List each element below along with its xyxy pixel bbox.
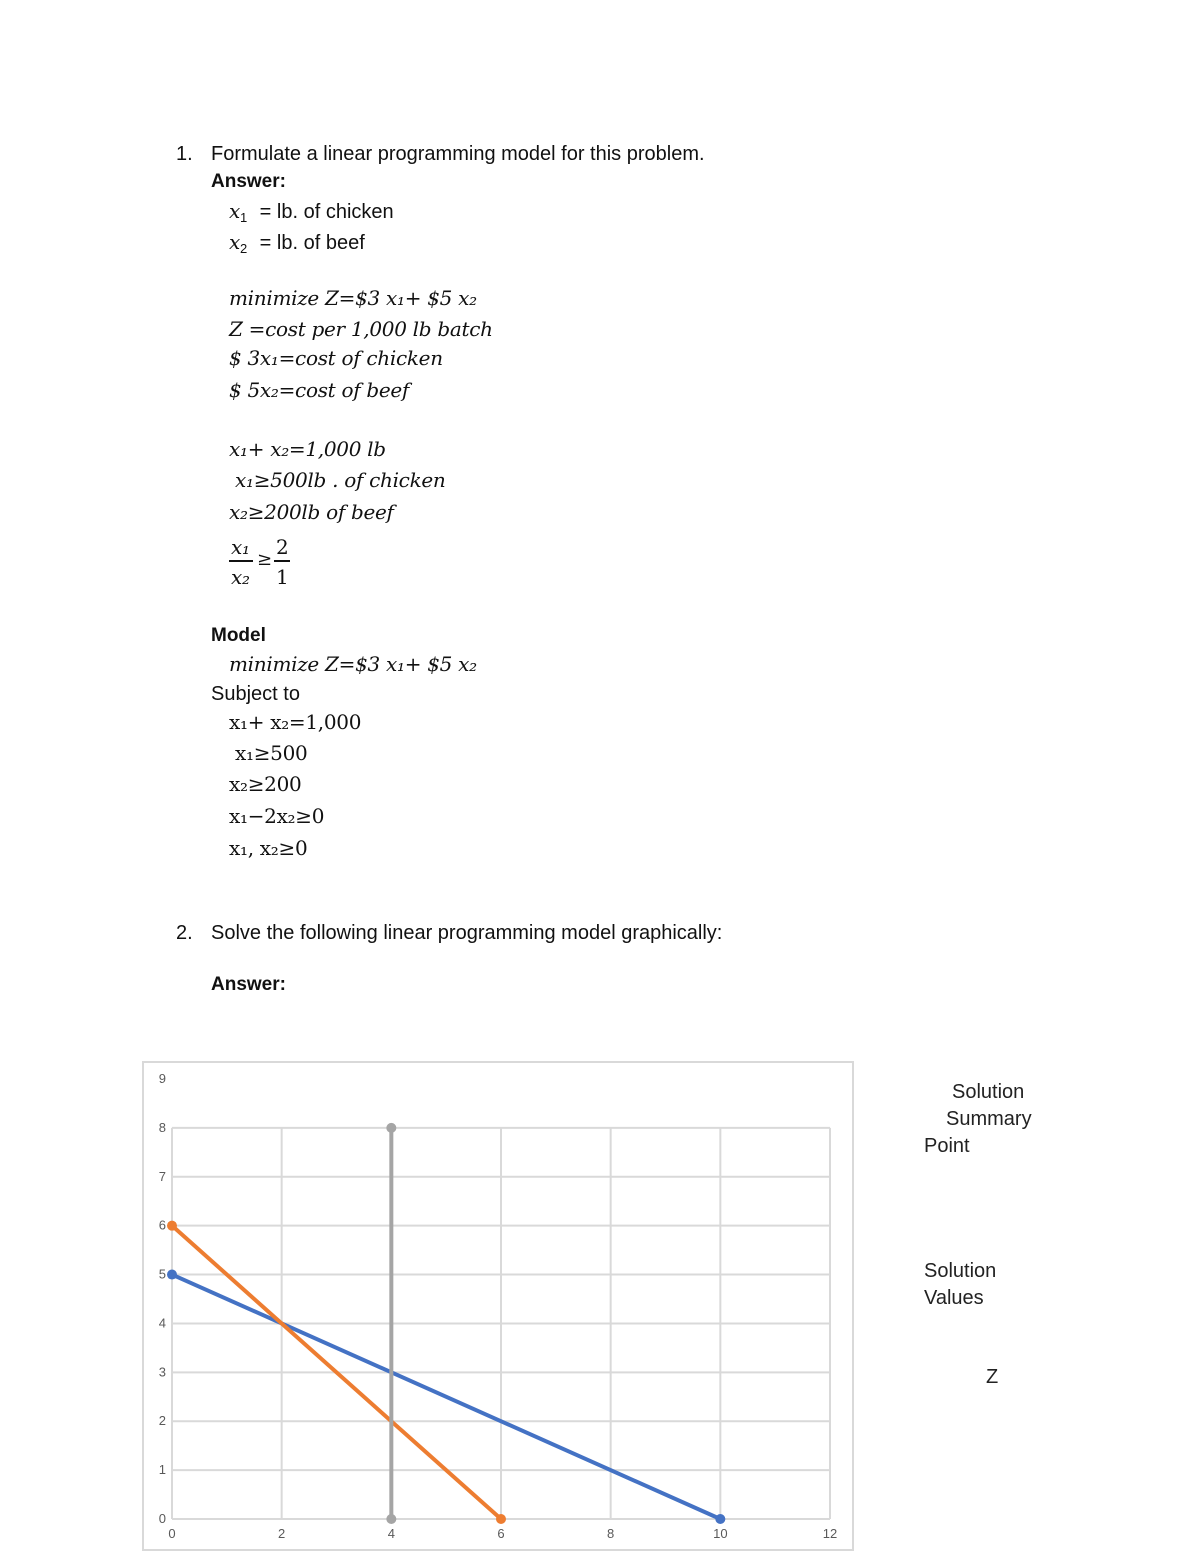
y-tick-label: 8 xyxy=(158,1119,166,1135)
y-tick-label: 7 xyxy=(158,1168,166,1184)
x-tick-label: 8 xyxy=(607,1526,615,1541)
model-label: Model xyxy=(211,625,266,646)
orange-line-point xyxy=(496,1514,506,1524)
def-x2-var: x xyxy=(229,230,240,254)
model-constraint: x₁, x₂≥0 xyxy=(229,836,308,860)
q1-text: Formulate a linear programming model for this problem. xyxy=(211,143,705,165)
ratio-num-left: x₁ xyxy=(231,535,250,559)
x-tick-label: 6 xyxy=(497,1526,505,1541)
x-tick-label: 10 xyxy=(713,1526,728,1541)
model-constraint: x₁+ x₂=1,000 xyxy=(229,710,362,734)
chicken-constraint-line: x₁≥500lb . of chicken xyxy=(235,468,446,492)
blue-line-point xyxy=(167,1270,177,1280)
y-tick-label: 2 xyxy=(158,1413,166,1429)
def-x2 xyxy=(229,230,365,256)
y-tick-label: 9 xyxy=(158,1071,166,1086)
solution-values-line1: Solution xyxy=(924,1260,997,1282)
model-constraint: x₂≥200 xyxy=(229,772,302,796)
objective-line: minimize Z=$3 x₁+ $5 x₂ xyxy=(229,286,477,310)
y-tick-label: 5 xyxy=(158,1266,166,1282)
x-tick-label: 12 xyxy=(822,1526,838,1541)
chicken-cost-line: $ 3x₁=cost of chicken xyxy=(229,346,443,370)
q1-number: 1. xyxy=(176,143,193,165)
def-x1 xyxy=(229,199,394,225)
ratio-op: ≥ xyxy=(257,549,273,570)
point-label: Point xyxy=(924,1135,970,1157)
y-tick-label: 3 xyxy=(158,1364,166,1380)
q2-number: 2. xyxy=(176,922,193,944)
blue-line xyxy=(172,1275,720,1519)
def-x1-var: x xyxy=(229,199,240,223)
q1-answer-label: Answer: xyxy=(211,171,286,192)
ratio-fraction xyxy=(229,535,299,591)
z-label: Z xyxy=(986,1366,999,1388)
graph-chart xyxy=(142,1061,854,1551)
beef-constraint-line: x₂≥200lb of beef xyxy=(229,500,394,524)
solution-summary-line1: Solution xyxy=(952,1081,1025,1103)
blue-line-point xyxy=(715,1514,725,1524)
batch-constraint-line: x₁+ x₂=1,000 lb xyxy=(229,437,386,461)
def-x2-desc: = lb. of beef xyxy=(259,232,365,254)
ratio-den-left: x₂ xyxy=(231,565,250,589)
ratio-num-right: 2 xyxy=(276,535,289,559)
x-tick-label: 2 xyxy=(278,1526,286,1541)
ratio-bar-left xyxy=(229,560,253,562)
y-tick-label: 4 xyxy=(158,1315,166,1331)
y-tick-label: 1 xyxy=(158,1462,166,1478)
q2-text: Solve the following linear programming model graphically: xyxy=(211,922,723,944)
y-tick-label: 0 xyxy=(158,1511,166,1526)
y-tick-label: 6 xyxy=(158,1217,166,1233)
beef-cost-line: $ 5x₂=cost of beef xyxy=(229,378,410,402)
model-constraint: x₁−2x₂≥0 xyxy=(229,804,325,828)
ratio-bar-right xyxy=(274,560,290,562)
def-x1-sub: 1 xyxy=(239,210,248,226)
q2-answer-label: Answer: xyxy=(211,974,286,995)
solution-summary-line2: Summary xyxy=(946,1108,1032,1130)
gray-line-point xyxy=(386,1123,396,1133)
model-constraint: x₁≥500 xyxy=(235,741,308,765)
subject-to-label: Subject to xyxy=(211,683,300,705)
def-x1-desc: = lb. of chicken xyxy=(259,201,394,223)
x-tick-label: 0 xyxy=(168,1526,176,1541)
chart-svg xyxy=(144,1063,852,1549)
x-tick-label: 4 xyxy=(387,1526,395,1541)
orange-line-point xyxy=(167,1221,177,1231)
solution-values-line2: Values xyxy=(924,1287,984,1309)
z-definition-line: Z =cost per 1,000 lb batch xyxy=(229,317,493,341)
gray-line-point xyxy=(386,1514,396,1524)
model-objective: minimize Z=$3 x₁+ $5 x₂ xyxy=(229,652,477,676)
def-x2-sub: 2 xyxy=(239,241,248,257)
ratio-den-right: 1 xyxy=(276,565,289,589)
